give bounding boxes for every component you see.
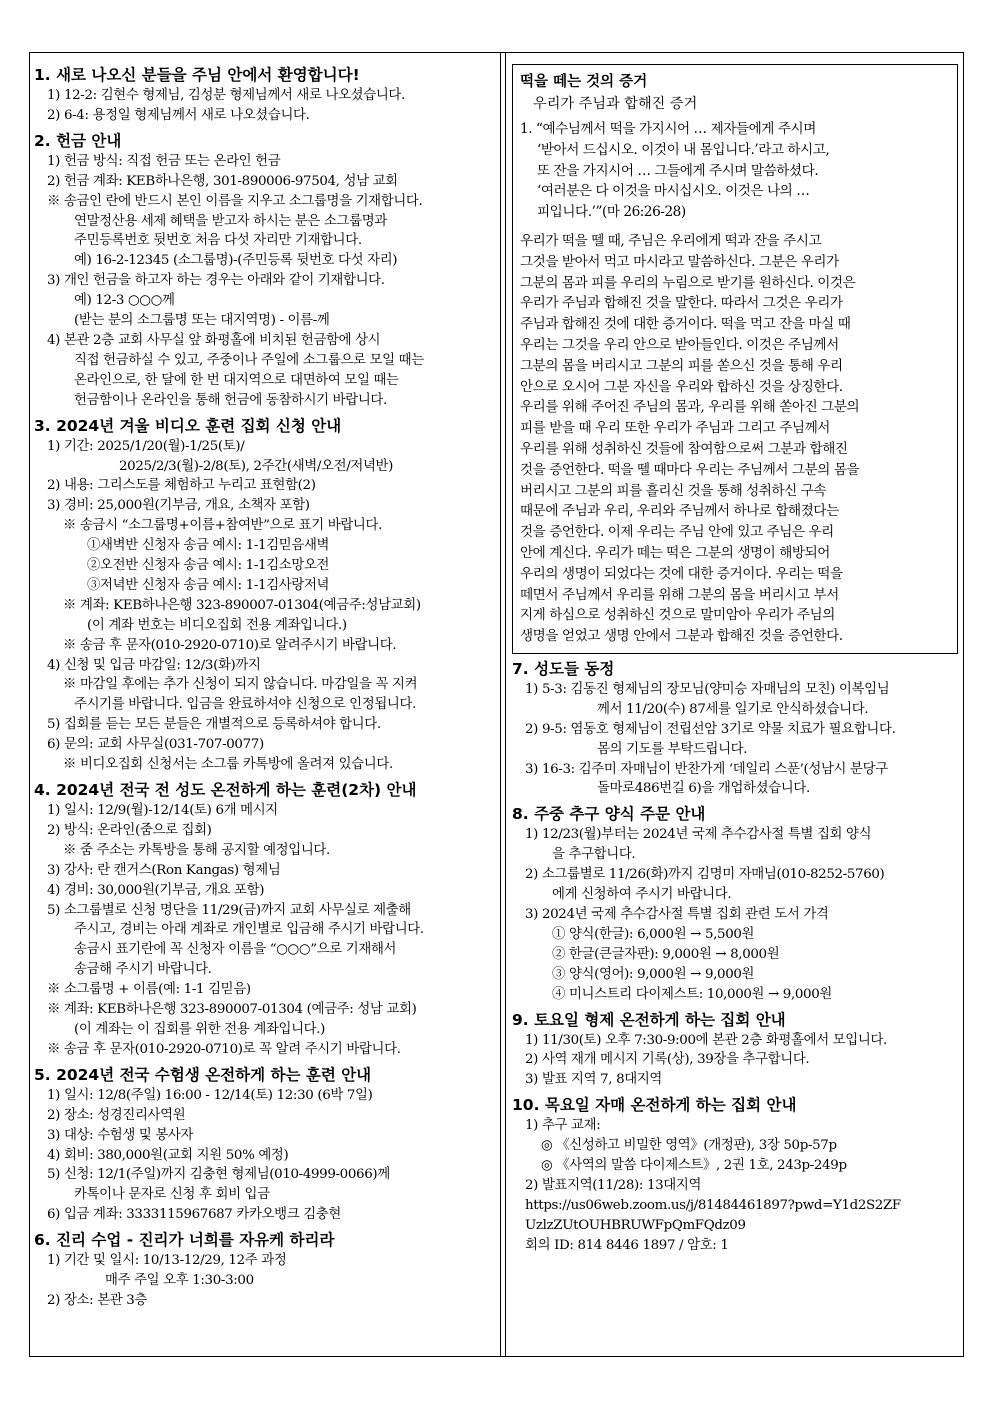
notice-line: ※ 비디오집회 신청서는 소그룹 카톡방에 올려져 있습니다. <box>63 757 393 773</box>
notice-line: 1) 일시: 12/9(월)-12/14(토) 6개 메시지 <box>47 803 278 818</box>
column-divider <box>505 52 506 1357</box>
body-line: 주님과 합해진 것에 대한 증거이다. 떡을 먹고 잔을 마실 때 <box>520 316 851 333</box>
notice-line: ※ 계좌: KEB하나은행 323-890007-01304 (예금주: 성남 교회) <box>47 1002 417 1018</box>
notice-line: 을 추구합니다. <box>552 847 636 863</box>
notice-line: 예) 16-2-12345 (소그룹명)-(주민등록 뒷번호 다섯 자리) <box>74 253 398 269</box>
notice-line: ※ 줌 주소는 카톡방을 통해 공지할 예정입니다. <box>63 842 330 858</box>
notice-line: 3) 발표 지역 7, 8대지역 <box>525 1072 663 1088</box>
section-heading: 7. 성도들 동정 <box>512 659 615 678</box>
verse-line: ‘여러분은 다 이것을 마시십시오. 이것은 나의 … <box>537 183 810 200</box>
box-title: 떡을 떼는 것의 증거 <box>520 73 648 90</box>
verse-line: ‘받아서 드십시오. 이것이 내 몸입니다.’라고 하시고, <box>537 141 830 158</box>
notice-line: 에게 신청하여 주시기 바랍니다. <box>552 887 732 903</box>
notice-line: 회의 ID: 814 8446 1897 / 암호: 1 <box>525 1237 729 1253</box>
notice-line: 3) 대상: 수험생 및 봉사자 <box>47 1127 194 1143</box>
notice-line: 5) 신청: 12/1(주일)까지 김충현 형제님(010-4999-0066)께 <box>47 1167 390 1183</box>
notice-line: 2) 사역 재개 메시지 기록(상), 39장을 추구합니다. <box>525 1052 810 1068</box>
box-verse <box>520 119 949 223</box>
notice-line: 1) 헌금 방식: 직접 헌금 또는 온라인 헌금 <box>47 153 281 169</box>
notice-line: ②오전반 신청자 송금 예시: 1-1김소망오전 <box>87 558 330 574</box>
body-line: 그것을 받아서 먹고 마시라고 말씀하신다. 그분은 우리가 <box>520 253 839 270</box>
notice-line: 카톡이나 문자로 신청 후 회비 입금 <box>74 1187 270 1203</box>
notice-line: 2) 발표지역(11/28): 13대지역 <box>525 1177 702 1193</box>
notice-line: 3) 16-3: 김주미 자매님이 반찬가게 ‘데일리 스푼’(성남시 분당구 <box>525 761 888 777</box>
notice-line: 1) 일시: 12/8(주일) 16:00 - 12/14(토) 12:30 (6박 7일) <box>47 1087 373 1103</box>
notice-line: UzlzZUtOUHBRUWFpQmFQdz09 <box>525 1217 746 1233</box>
notice-line: 3) 개인 헌금을 하고자 하는 경우는 아래와 같이 기재합니다. <box>47 273 385 289</box>
body-line: 그분의 몸을 버리시고 그분의 피를 쏟으신 것을 통해 우리 <box>520 357 843 374</box>
notice-line: ② 한글(큰글자판): 9,000원 → 8,000원 <box>552 946 780 962</box>
notice-line: 1) 12/23(월)부터는 2024년 국제 추수감사절 특별 집회 양식 <box>525 827 872 843</box>
notice-line: ① 양식(한글): 6,000원 → 5,500원 <box>552 926 755 942</box>
notice-line: 1) 추구 교재: <box>525 1118 601 1134</box>
section-heading: 1. 새로 나오신 분들을 주님 안에서 환영합니다! <box>34 66 360 84</box>
notice-line: 2) 내용: 그리스도를 체험하고 누리고 표현함(2) <box>47 478 316 494</box>
notice-line: 돌마로486번길 6)을 개업하셨습니다. <box>597 781 810 797</box>
left-column <box>34 60 494 1311</box>
body-line: 우리가 주님과 합해진 것을 말한다. 따라서 그것은 우리가 <box>520 295 843 312</box>
notice-line: (이 계좌는 이 집회를 위한 전용 계좌입니다.) <box>74 1021 326 1037</box>
notice-line: 3) 강사: 란 캔거스(Ron Kangas) 형제님 <box>47 862 281 878</box>
notice-line: 2) 방식: 온라인(줌으로 집회) <box>47 822 212 838</box>
body-line: 생명을 얻었고 생명 안에서 그분과 합해진 것을 증언한다. <box>520 628 843 645</box>
notice-line: ※ 송금시 “소그룹명+이름+참여반”으로 표기 바랍니다. <box>63 518 383 534</box>
body-line: 우리가 떡을 뗄 때, 주님은 우리에게 떡과 잔을 주시고 <box>520 232 822 249</box>
section-heading: 3. 2024년 겨울 비디오 훈련 집회 신청 안내 <box>34 416 342 435</box>
body-line: 우리를 위해 주어진 주님의 몸과, 우리를 위해 쏟아진 그분의 <box>520 399 860 416</box>
notice-line: ◎ 《신성하고 비밀한 영역》(개정판), 3장 50p-57p <box>541 1138 837 1154</box>
column-divider <box>500 52 501 1357</box>
notice-line: ◎ 《사역의 말씀 다이제스트》, 2권 1호, 243p-249p <box>541 1158 847 1174</box>
section-heading: 8. 주중 추구 양식 주문 안내 <box>512 805 706 824</box>
notice-line: 2) 9-5: 염동호 형제님이 전립선암 3기로 약물 치료가 필요합니다. <box>525 721 896 737</box>
notice-line: 2) 장소: 성경진리사역원 <box>47 1107 186 1123</box>
notice-line: ※ 소그룹명 + 이름(예: 1-1 김믿음) <box>47 982 251 998</box>
box-subtitle: 우리가 주님과 합해진 증거 <box>533 96 698 112</box>
body-line: 피를 받을 때 우리 또한 우리가 주님과 그리고 주님께서 <box>520 420 830 437</box>
notice-line: (이 계좌 번호는 비디오집회 전용 계좌입니다.) <box>87 617 347 633</box>
notice-line: 6) 입금 계좌: 3333115967687 카카오뱅크 김충현 <box>47 1207 341 1223</box>
notice-line: ③ 양식(영어): 9,000원 → 9,000원 <box>552 966 755 982</box>
notice-line: 예) 12-3 ○○○께 <box>74 293 175 309</box>
body-line: 안으로 오시어 그분 자신을 우리와 합하신 것을 상징한다. <box>520 378 843 395</box>
notice-line: ※ 송금 후 문자(010-2920-0710)로 알려주시기 바랍니다. <box>63 637 397 653</box>
notice-line: 1) 12-2: 김현수 형제님, 김성분 형제님께서 새로 나오셨습니다. <box>47 88 405 103</box>
section-heading: 5. 2024년 전국 수험생 온전하게 하는 훈련 안내 <box>34 1065 372 1084</box>
notice-line: 6) 문의: 교회 사무실(031-707-0077) <box>47 737 264 753</box>
notice-line: ※ 송금인 란에 반드시 본인 이름을 지우고 소그룹명을 기재합니다. <box>47 193 423 209</box>
notice-line: 헌금함이나 온라인을 통해 헌금에 동참하시기 바랍니다. <box>74 392 387 408</box>
section-heading: 4. 2024년 전국 전 성도 온전하게 하는 훈련(2차) 안내 <box>34 781 417 799</box>
notice-line: 매주 주일 오후 1:30-3:00 <box>105 1273 254 1289</box>
notice-line: 1) 기간 및 일시: 10/13-12/29, 12주 과정 <box>47 1253 287 1269</box>
section-heading: 9. 토요일 형제 온전하게 하는 집회 안내 <box>512 1010 786 1029</box>
notice-line: 주시기를 바랍니다. 입금을 완료하셔야 신청으로 인정됩니다. <box>74 697 416 713</box>
body-line: 것을 증언한다. 이제 우리는 주님 안에 있고 주님은 우리 <box>520 524 834 541</box>
body-line: 안에 계신다. 우리가 떼는 떡은 그분의 생명이 해방되어 <box>520 544 830 561</box>
notice-line: 1) 5-3: 김동진 형제님의 장모님(양미승 자매님의 모친) 이복임님 <box>525 681 890 697</box>
notice-line: 몸의 기도를 부탁드립니다. <box>597 741 748 757</box>
verse-line: 1. “예수님께서 떡을 가지시어 … 제자들에게 주시며 <box>520 121 816 137</box>
notice-line: 1) 기간: 2025/1/20(월)-1/25(토)/ <box>47 438 245 454</box>
notice-line: ※ 계좌: KEB하나은행 323-890007-01304(예금주:성남교회) <box>63 597 421 613</box>
notice-line: 2) 6-4: 용정일 형제님께서 새로 나오셨습니다. <box>47 107 310 123</box>
bread-breaking-box <box>512 64 958 654</box>
body-line: 지게 하심으로 성취하신 것으로 말미암아 우리가 주님의 <box>520 607 835 624</box>
notice-line: 4) 본관 2층 교회 사무실 앞 화평홀에 비치된 헌금함에 상시 <box>47 332 381 348</box>
section-heading: 2. 헌금 안내 <box>34 131 122 150</box>
notice-line: 직접 헌금하실 수 있고, 주중이나 주일에 소그룹으로 모일 때는 <box>74 352 424 368</box>
box-body <box>520 231 949 647</box>
notice-line: 주시고, 경비는 아래 계좌로 개인별로 입금해 주시기 바랍니다. <box>74 922 424 938</box>
notice-line[interactable]: https://us06web.zoom.us/j/81484461897?pwd=Y1d2S2ZF <box>525 1197 901 1213</box>
body-line: 때문에 주님과 우리, 우리와 주님께서 하나로 합해졌다는 <box>520 503 839 520</box>
notice-line: 1) 11/30(토) 오후 7:30-9:00에 본관 2층 화평홀에서 모입니다. <box>525 1032 887 1048</box>
verse-line: 또 잔을 가지시어 … 그들에게 주시며 말씀하셨다. <box>537 162 819 179</box>
body-line: 우리는 그것을 우리 안으로 받아들인다. 이것은 주님께서 <box>520 336 839 353</box>
right-announcements <box>512 659 958 1256</box>
notice-line: 5) 소그룹별로 신청 명단을 11/29(금)까지 교회 사무실로 제출해 <box>47 902 411 918</box>
notice-line: 송금해 주시기 바랍니다. <box>74 962 212 978</box>
notice-line: ※ 송금 후 문자(010-2920-0710)로 꼭 알려 주시기 바랍니다. <box>47 1041 401 1057</box>
notice-line: (받는 분의 소그룹명 또는 대지역명) - 이름-께 <box>74 313 330 329</box>
notice-line: 3) 경비: 25,000원(기부금, 개요, 소책자 포함) <box>47 498 310 514</box>
notice-line: 주민등록번호 뒷번호 처음 다섯 자리만 기재합니다. <box>74 233 362 249</box>
right-column <box>512 60 958 1256</box>
notice-line: ①새벽반 신청자 송금 예시: 1-1김믿음새벽 <box>87 538 330 554</box>
verse-line: 피입니다.’”(마 26:26-28) <box>537 204 686 221</box>
body-line: 버리시고 그분의 피를 흘리신 것을 통해 성취하신 구속 <box>520 482 827 499</box>
notice-line: 께서 11/20(수) 87세를 일기로 안식하셨습니다. <box>597 701 869 717</box>
notice-line: ③저녁반 신청자 송금 예시: 1-1김사랑저녁 <box>87 577 330 593</box>
body-line: 그분의 몸과 피를 우리의 누림으로 받기를 원하신다. 이것은 <box>520 274 856 291</box>
notice-line: ※ 마감일 후에는 추가 신청이 되지 않습니다. 마감일을 꼭 지켜 <box>63 677 418 693</box>
notice-line: 송금시 표기란에 꼭 신청자 이름을 “○○○”으로 기재해서 <box>74 942 397 958</box>
notice-line: 4) 신청 및 입금 마감일: 12/3(화)까지 <box>47 657 261 673</box>
notice-line: 4) 회비: 380,000원(교회 지원 50% 예정) <box>47 1147 289 1163</box>
body-line: 떼면서 주님께서 우리를 위해 그분의 몸을 버리시고 부서 <box>520 586 839 603</box>
notice-line: 5) 집회를 듣는 모든 분들은 개별적으로 등록하셔야 합니다. <box>47 717 381 733</box>
notice-line: 연말정산용 세제 혜택을 받고자 하시는 분은 소그룹명과 <box>74 213 387 229</box>
notice-line: 2025/2/3(월)-2/8(토), 2주간(새벽/오전/저녁반) <box>119 458 394 474</box>
notice-line: ④ 미니스트리 다이제스트: 10,000원 → 9,000원 <box>552 986 832 1002</box>
notice-line: 2) 헌금 계좌: KEB하나은행, 301-890006-97504, 성남 교회 <box>47 173 398 189</box>
notice-line: 3) 2024년 국제 추수감사절 특별 집회 관련 도서 가격 <box>525 906 829 922</box>
body-line: 우리의 생명이 되었다는 것에 대한 증거이다. 우리는 떡을 <box>520 565 843 582</box>
body-line: 우리를 위해 성취하신 것들에 참여함으로써 그분과 합해진 <box>520 440 848 457</box>
section-heading: 6. 진리 수업 - 진리가 너희를 자유케 하리라 <box>34 1231 335 1250</box>
notice-line: 2) 장소: 본관 3층 <box>47 1292 148 1308</box>
section-heading: 10. 목요일 자매 온전하게 하는 집회 안내 <box>512 1096 797 1115</box>
notice-line: 2) 소그룹별로 11/26(화)까지 김명미 자매님(010-8252-5760) <box>525 867 885 883</box>
body-line: 것을 증언한다. 떡을 뗄 때마다 우리는 주님께서 그분의 몸을 <box>520 461 860 478</box>
notice-line: 4) 경비: 30,000원(기부금, 개요 포함) <box>47 882 265 898</box>
notice-line: 온라인으로, 한 달에 한 번 대지역으로 대면하여 모일 때는 <box>74 372 399 388</box>
